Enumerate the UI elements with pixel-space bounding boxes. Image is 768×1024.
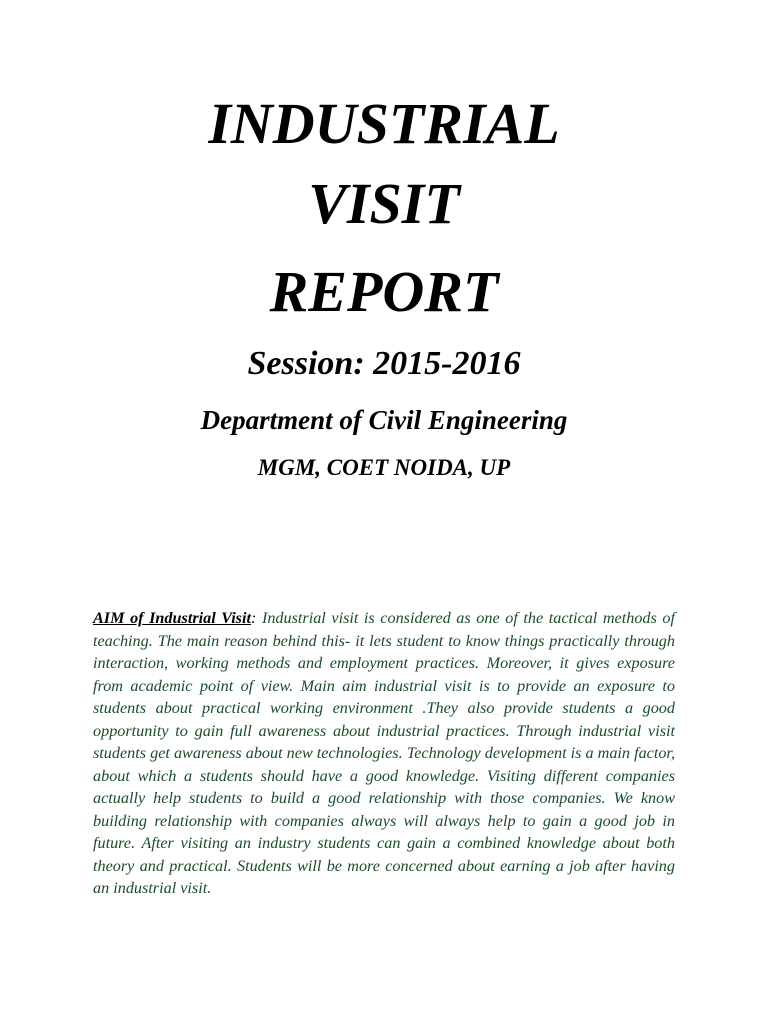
college-heading: MGM, COET NOIDA, UP <box>257 455 511 480</box>
aim-text: Industrial visit is considered as one of the tactical methods of teaching. The main reason behind this- it lets student to know things practically through interaction, working methods and employment practices. Moreover, it gives exposure from academic point of view. Main aim industrial visit is to provide an exposure to students about practical working environment .They also provide students a good opportunity to gain full awareness about industrial practices. Through industrial visit students get awareness about new technologies. Technology development is a main factor, about which a students should have a good knowledge. Visiting different companies actually help students to build a good relationship with those companies. We know building relationship with companies always will always help to gain a good job in future. After visiting an industry students can gain a combined knowledge about both theory and practical. Students will be more concerned about earning a job after having an industrial visit. <box>93 609 675 898</box>
title-line-visit: VISIT <box>308 171 460 236</box>
session-heading: Session: 2015-2016 <box>247 345 521 382</box>
title-line-industrial: INDUSTRIAL <box>208 91 560 156</box>
aim-label: AIM of Industrial Visit <box>93 609 251 628</box>
department-heading: Department of Civil Engineering <box>200 405 568 435</box>
aim-paragraph <box>93 607 675 900</box>
aim-separator: : <box>250 609 257 628</box>
title-line-report: REPORT <box>269 259 499 324</box>
